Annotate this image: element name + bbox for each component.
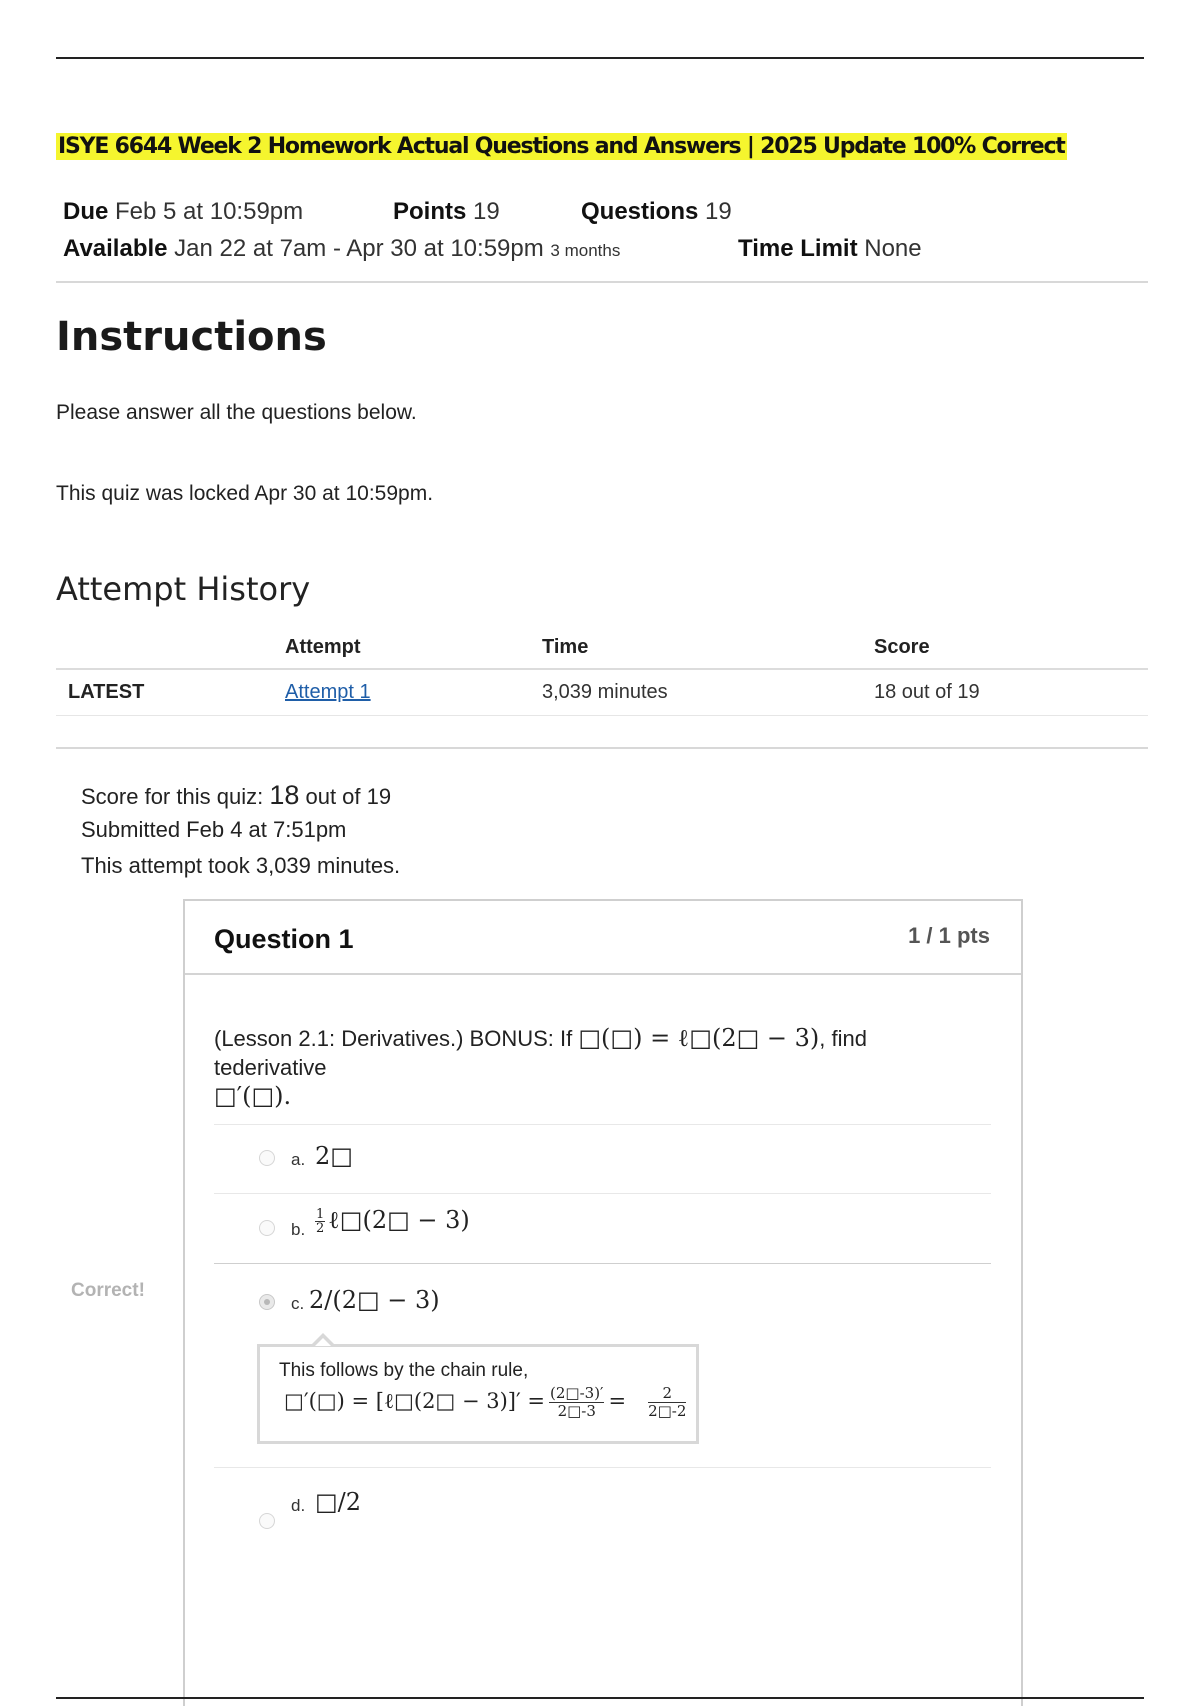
fraction — [315, 1208, 325, 1235]
time-limit-label: Time Limit — [738, 235, 858, 262]
fraction-denominator: 2□-3 — [557, 1402, 596, 1420]
latest-label: LATEST — [68, 681, 145, 703]
answer-option-d[interactable] — [259, 1488, 559, 1522]
answer-letter: a. — [291, 1150, 306, 1169]
top-rule — [56, 57, 1144, 59]
answer-letter: c. — [291, 1294, 305, 1313]
answer-option-c[interactable] — [259, 1286, 559, 1320]
points-label: Points — [393, 198, 467, 225]
attempt-score: 18 out of 19 — [874, 681, 980, 703]
instructions-text: Please answer all the questions below. — [56, 401, 417, 424]
comment-fraction-1 — [549, 1385, 604, 1420]
available-label: Available — [63, 235, 168, 262]
radio-button-selected[interactable] — [259, 1294, 275, 1310]
comment-equals: = — [608, 1389, 627, 1413]
question-points: 1 / 1 pts — [908, 923, 990, 948]
fraction-numerator: (2□-3)′ — [550, 1384, 604, 1402]
points-value: 19 — [473, 198, 500, 225]
submitted-line: Submitted Feb 4 at 7:51pm — [81, 817, 347, 842]
answer-letter: b. — [291, 1220, 306, 1239]
score-value: 18 — [269, 780, 300, 810]
question-text-suffix: , find tederivative — [214, 1026, 867, 1080]
attempt-divider — [56, 747, 1148, 749]
attempt-time: 3,039 minutes — [542, 681, 668, 703]
table-row — [56, 670, 1148, 716]
attempt-table-header — [56, 636, 1148, 670]
radio-button[interactable] — [259, 1150, 275, 1166]
radio-button[interactable] — [259, 1513, 275, 1529]
document-title: ISYE 6644 Week 2 Homework Actual Questions and Answers | 2025 Update 100% Correct — [58, 134, 1065, 159]
answer-text: 2/(2□ − 3) — [309, 1286, 440, 1314]
quiz-score-line — [81, 780, 391, 811]
answer-divider — [214, 1193, 991, 1194]
attempt-history-heading: Attempt History — [56, 570, 311, 608]
answer-option-a[interactable] — [259, 1142, 559, 1176]
fraction-denominator: 2□-2 — [648, 1402, 687, 1420]
question-title: Question 1 — [214, 924, 354, 954]
available-value: Jan 22 at 7am - Apr 30 at 10:59pm — [174, 235, 544, 262]
fraction-denominator: 2 — [316, 1221, 325, 1236]
question-header — [185, 901, 1021, 975]
comment-formula — [284, 1385, 690, 1420]
instructions-heading: Instructions — [56, 314, 327, 360]
questions-value: 19 — [705, 198, 732, 225]
questions-label: Questions — [581, 198, 699, 225]
answer-divider — [214, 1263, 991, 1264]
due-label: Due — [63, 198, 109, 225]
question-math: □(□) = ℓ□(2□ − 3) — [578, 1024, 820, 1052]
answer-letter: d. — [291, 1496, 306, 1515]
answer-option-b[interactable] — [259, 1206, 559, 1246]
question-text-prefix: (Lesson 2.1: Derivatives.) BONUS: If — [214, 1026, 573, 1051]
duration-line: This attempt took 3,039 minutes. — [81, 853, 401, 878]
available-duration: 3 months — [550, 241, 621, 260]
bottom-rule — [56, 1697, 1144, 1699]
column-header-score: Score — [874, 636, 930, 658]
locked-notice: This quiz was locked Apr 30 at 10:59pm. — [56, 482, 434, 505]
correct-answer-marker: Correct! — [71, 1280, 145, 1301]
answer-text-body: ℓ□(2□ − 3) — [328, 1206, 470, 1234]
question-card — [183, 899, 1023, 1706]
answer-comment — [257, 1344, 699, 1444]
score-prefix: Score for this quiz: — [81, 784, 264, 809]
fraction-numerator: 2 — [648, 1385, 686, 1403]
comment-text: This follows by the chain rule, — [279, 1360, 529, 1381]
radio-button[interactable] — [259, 1220, 275, 1236]
answer-divider — [214, 1467, 991, 1468]
answer-text: 2□ — [315, 1142, 353, 1170]
question-math-line2: □′(□). — [214, 1082, 292, 1110]
attempt-1-link[interactable]: Attempt 1 — [285, 681, 371, 703]
meta-divider — [56, 281, 1148, 283]
question-text — [214, 1024, 984, 1111]
column-header-time: Time — [542, 636, 589, 658]
comment-fraction-2 — [648, 1385, 686, 1420]
answer-text: □/2 — [315, 1488, 362, 1516]
time-limit-value: None — [864, 235, 922, 262]
answer-text — [315, 1206, 470, 1235]
fraction-numerator: 1 — [316, 1207, 325, 1222]
answer-divider — [214, 1124, 991, 1125]
column-header-attempt: Attempt — [285, 636, 361, 658]
comment-formula-lhs: □′(□) = [ℓ□(2□ − 3)]′ = — [284, 1389, 546, 1413]
due-value: Feb 5 at 10:59pm — [115, 198, 304, 225]
score-suffix: out of 19 — [305, 784, 392, 809]
